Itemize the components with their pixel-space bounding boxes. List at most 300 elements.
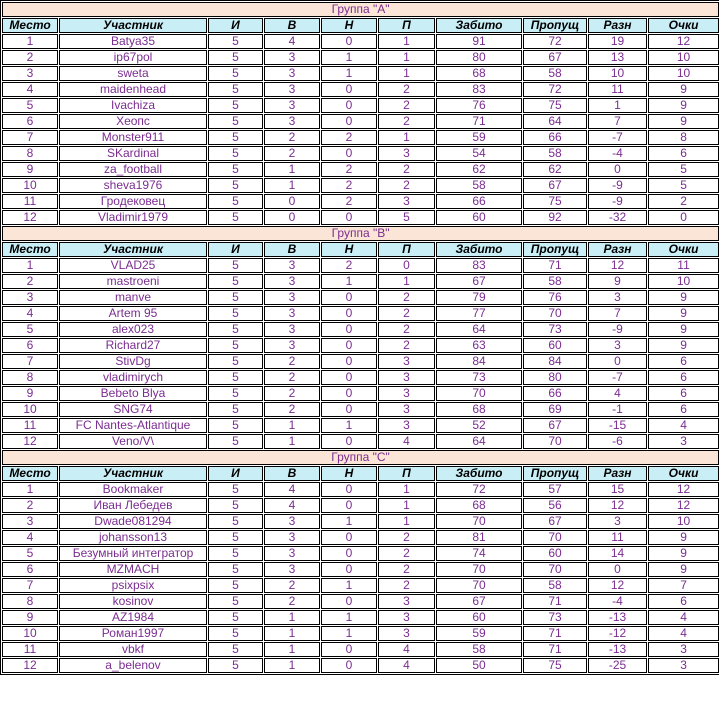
table-row [2,642,719,657]
place-cell: 1 [2,34,58,49]
place-cell: 7 [2,578,58,593]
place-cell: 11 [2,194,58,209]
draws-cell: 1 [321,514,377,529]
games-cell: 5 [208,594,263,609]
scored-cell: 59 [436,626,522,641]
conceded-cell: 67 [523,514,587,529]
points-cell: 6 [648,594,719,609]
participant-cell: Vladimir1979 [59,210,207,225]
participant-cell: ip67pol [59,50,207,65]
participant-cell: alex023 [59,322,207,337]
games-cell: 5 [208,482,263,497]
participant-cell: johansson13 [59,530,207,545]
diff-cell: -4 [588,594,647,609]
games-cell: 5 [208,402,263,417]
group-title: Группа "C" [2,450,719,465]
points-cell: 10 [648,66,719,81]
games-cell: 5 [208,530,263,545]
place-cell: 8 [2,370,58,385]
diff-cell: 12 [588,578,647,593]
column-header-diff: Разн [588,242,647,257]
place-cell: 3 [2,514,58,529]
participant-cell: Ivachiza [59,98,207,113]
points-cell: 8 [648,130,719,145]
conceded-cell: 58 [523,66,587,81]
scored-cell: 70 [436,386,522,401]
losses-cell: 1 [378,34,435,49]
points-cell: 12 [648,482,719,497]
diff-cell: 12 [588,258,647,273]
games-cell: 5 [208,66,263,81]
wins-cell: 2 [264,402,320,417]
column-header-row [2,466,719,481]
standings-body [2,2,719,673]
scored-cell: 81 [436,530,522,545]
points-cell: 5 [648,178,719,193]
draws-cell: 2 [321,130,377,145]
place-cell: 10 [2,402,58,417]
diff-cell: 14 [588,546,647,561]
participant-cell: sheva1976 [59,178,207,193]
place-cell: 3 [2,66,58,81]
place-cell: 6 [2,562,58,577]
wins-cell: 3 [264,290,320,305]
table-row [2,594,719,609]
scored-cell: 59 [436,130,522,145]
losses-cell: 3 [378,370,435,385]
group-title: Группа "A" [2,2,719,17]
losses-cell: 2 [378,82,435,97]
losses-cell: 1 [378,50,435,65]
scored-cell: 79 [436,290,522,305]
losses-cell: 2 [378,162,435,177]
diff-cell: 11 [588,82,647,97]
games-cell: 5 [208,338,263,353]
losses-cell: 2 [378,306,435,321]
table-row [2,658,719,673]
place-cell: 2 [2,498,58,513]
draws-cell: 1 [321,418,377,433]
conceded-cell: 75 [523,98,587,113]
draws-cell: 0 [321,290,377,305]
draws-cell: 0 [321,98,377,113]
losses-cell: 2 [378,338,435,353]
scored-cell: 91 [436,34,522,49]
scored-cell: 52 [436,418,522,433]
place-cell: 3 [2,290,58,305]
wins-cell: 2 [264,386,320,401]
points-cell: 3 [648,434,719,449]
place-cell: 5 [2,322,58,337]
participant-cell: SNG74 [59,402,207,417]
scored-cell: 64 [436,322,522,337]
column-header-place: Место [2,466,58,481]
wins-cell: 3 [264,562,320,577]
place-cell: 8 [2,594,58,609]
games-cell: 5 [208,178,263,193]
points-cell: 3 [648,658,719,673]
column-header-scored: Забито [436,242,522,257]
place-cell: 12 [2,210,58,225]
diff-cell: -13 [588,610,647,625]
draws-cell: 2 [321,162,377,177]
column-header-losses: П [378,18,435,33]
draws-cell: 0 [321,562,377,577]
participant-cell: Иван Лебедев [59,498,207,513]
wins-cell: 1 [264,610,320,625]
draws-cell: 0 [321,658,377,673]
column-header-games: И [208,242,263,257]
group-title: Группа "B" [2,226,719,241]
diff-cell: 13 [588,50,647,65]
place-cell: 12 [2,434,58,449]
table-row [2,498,719,513]
games-cell: 5 [208,162,263,177]
table-row [2,66,719,81]
wins-cell: 3 [264,322,320,337]
diff-cell: -9 [588,194,647,209]
scored-cell: 63 [436,338,522,353]
column-header-scored: Забито [436,466,522,481]
losses-cell: 3 [378,418,435,433]
table-row [2,130,719,145]
conceded-cell: 76 [523,290,587,305]
place-cell: 7 [2,354,58,369]
place-cell: 1 [2,258,58,273]
conceded-cell: 64 [523,114,587,129]
diff-cell: -9 [588,178,647,193]
participant-cell: vbkf [59,642,207,657]
losses-cell: 1 [378,66,435,81]
place-cell: 9 [2,610,58,625]
losses-cell: 4 [378,658,435,673]
conceded-cell: 75 [523,658,587,673]
diff-cell: 0 [588,162,647,177]
conceded-cell: 66 [523,386,587,401]
diff-cell: -1 [588,402,647,417]
participant-cell: SKardinal [59,146,207,161]
place-cell: 8 [2,146,58,161]
points-cell: 9 [648,322,719,337]
wins-cell: 2 [264,594,320,609]
points-cell: 0 [648,210,719,225]
points-cell: 10 [648,514,719,529]
diff-cell: -6 [588,434,647,449]
losses-cell: 1 [378,274,435,289]
table-row [2,626,719,641]
points-cell: 9 [648,114,719,129]
games-cell: 5 [208,290,263,305]
diff-cell: 7 [588,306,647,321]
diff-cell: 7 [588,114,647,129]
scored-cell: 68 [436,66,522,81]
diff-cell: -7 [588,130,647,145]
scored-cell: 70 [436,578,522,593]
losses-cell: 2 [378,578,435,593]
conceded-cell: 67 [523,178,587,193]
wins-cell: 3 [264,66,320,81]
participant-cell: Monster911 [59,130,207,145]
draws-cell: 0 [321,386,377,401]
draws-cell: 0 [321,114,377,129]
table-row [2,82,719,97]
conceded-cell: 57 [523,482,587,497]
participant-cell: Bebeto Blya [59,386,207,401]
diff-cell: -12 [588,626,647,641]
conceded-cell: 71 [523,258,587,273]
conceded-cell: 80 [523,370,587,385]
table-row [2,386,719,401]
games-cell: 5 [208,370,263,385]
participant-cell: StivDg [59,354,207,369]
draws-cell: 0 [321,354,377,369]
losses-cell: 1 [378,514,435,529]
place-cell: 9 [2,162,58,177]
diff-cell: 4 [588,386,647,401]
table-row [2,562,719,577]
draws-cell: 1 [321,610,377,625]
conceded-cell: 92 [523,210,587,225]
wins-cell: 1 [264,626,320,641]
participant-cell: Veno/V\ [59,434,207,449]
losses-cell: 4 [378,642,435,657]
participant-cell: AZ1984 [59,610,207,625]
participant-cell: Batya35 [59,34,207,49]
wins-cell: 3 [264,274,320,289]
diff-cell: 0 [588,354,647,369]
wins-cell: 3 [264,306,320,321]
place-cell: 1 [2,482,58,497]
place-cell: 4 [2,306,58,321]
conceded-cell: 72 [523,82,587,97]
losses-cell: 0 [378,258,435,273]
column-header-wins: В [264,18,320,33]
wins-cell: 1 [264,658,320,673]
points-cell: 7 [648,578,719,593]
draws-cell: 1 [321,626,377,641]
games-cell: 5 [208,98,263,113]
table-row [2,194,719,209]
participant-cell: a_belenov [59,658,207,673]
diff-cell: -25 [588,658,647,673]
participant-cell: FC Nantes-Atlantique [59,418,207,433]
draws-cell: 0 [321,34,377,49]
wins-cell: 0 [264,210,320,225]
scored-cell: 70 [436,562,522,577]
scored-cell: 84 [436,354,522,369]
table-row [2,162,719,177]
scored-cell: 74 [436,546,522,561]
place-cell: 6 [2,338,58,353]
scored-cell: 60 [436,610,522,625]
games-cell: 5 [208,658,263,673]
games-cell: 5 [208,434,263,449]
diff-cell: -9 [588,322,647,337]
scored-cell: 64 [436,434,522,449]
scored-cell: 62 [436,162,522,177]
group-title-row [2,2,719,17]
table-row [2,578,719,593]
games-cell: 5 [208,50,263,65]
scored-cell: 60 [436,210,522,225]
scored-cell: 70 [436,514,522,529]
points-cell: 9 [648,530,719,545]
games-cell: 5 [208,258,263,273]
points-cell: 9 [648,98,719,113]
table-row [2,354,719,369]
losses-cell: 3 [378,626,435,641]
conceded-cell: 56 [523,498,587,513]
column-header-diff: Разн [588,18,647,33]
table-row [2,146,719,161]
losses-cell: 1 [378,482,435,497]
wins-cell: 4 [264,34,320,49]
conceded-cell: 72 [523,34,587,49]
points-cell: 9 [648,338,719,353]
points-cell: 9 [648,290,719,305]
points-cell: 6 [648,370,719,385]
points-cell: 3 [648,642,719,657]
losses-cell: 3 [378,194,435,209]
column-header-losses: П [378,466,435,481]
diff-cell: 11 [588,530,647,545]
games-cell: 5 [208,578,263,593]
losses-cell: 2 [378,178,435,193]
diff-cell: 15 [588,482,647,497]
wins-cell: 0 [264,194,320,209]
losses-cell: 2 [378,98,435,113]
points-cell: 6 [648,402,719,417]
games-cell: 5 [208,562,263,577]
scored-cell: 58 [436,178,522,193]
table-row [2,434,719,449]
games-cell: 5 [208,146,263,161]
draws-cell: 0 [321,642,377,657]
draws-cell: 0 [321,530,377,545]
column-header-wins: В [264,242,320,257]
points-cell: 12 [648,498,719,513]
place-cell: 2 [2,50,58,65]
scored-cell: 71 [436,114,522,129]
draws-cell: 0 [321,498,377,513]
participant-cell: sweta [59,66,207,81]
losses-cell: 2 [378,290,435,305]
draws-cell: 0 [321,338,377,353]
column-header-conceded: Пропущ [523,466,587,481]
draws-cell: 2 [321,194,377,209]
scored-cell: 68 [436,498,522,513]
column-header-points: Очки [648,466,719,481]
points-cell: 4 [648,626,719,641]
column-header-draws: Н [321,242,377,257]
table-row [2,514,719,529]
scored-cell: 76 [436,98,522,113]
points-cell: 9 [648,306,719,321]
losses-cell: 2 [378,530,435,545]
column-header-place: Место [2,242,58,257]
column-header-conceded: Пропущ [523,18,587,33]
column-header-games: И [208,18,263,33]
draws-cell: 1 [321,578,377,593]
wins-cell: 3 [264,530,320,545]
participant-cell: maidenhead [59,82,207,97]
points-cell: 6 [648,146,719,161]
diff-cell: 10 [588,66,647,81]
points-cell: 9 [648,82,719,97]
wins-cell: 2 [264,370,320,385]
conceded-cell: 62 [523,162,587,177]
table-row [2,34,719,49]
column-header-scored: Забито [436,18,522,33]
points-cell: 6 [648,354,719,369]
participant-cell: MZMACH [59,562,207,577]
table-row [2,50,719,65]
draws-cell: 0 [321,146,377,161]
wins-cell: 3 [264,114,320,129]
draws-cell: 0 [321,370,377,385]
column-header-games: И [208,466,263,481]
games-cell: 5 [208,386,263,401]
column-header-participant: Участник [59,242,207,257]
wins-cell: 2 [264,130,320,145]
scored-cell: 83 [436,82,522,97]
draws-cell: 0 [321,322,377,337]
points-cell: 4 [648,418,719,433]
scored-cell: 54 [436,146,522,161]
games-cell: 5 [208,210,263,225]
diff-cell: 0 [588,562,647,577]
place-cell: 11 [2,642,58,657]
diff-cell: -4 [588,146,647,161]
conceded-cell: 58 [523,274,587,289]
participant-cell: VLAD25 [59,258,207,273]
column-header-draws: Н [321,466,377,481]
scored-cell: 77 [436,306,522,321]
games-cell: 5 [208,626,263,641]
column-header-row [2,18,719,33]
conceded-cell: 73 [523,610,587,625]
points-cell: 2 [648,194,719,209]
table-row [2,210,719,225]
table-row [2,546,719,561]
conceded-cell: 71 [523,642,587,657]
conceded-cell: 73 [523,322,587,337]
column-header-points: Очки [648,242,719,257]
points-cell: 12 [648,34,719,49]
conceded-cell: 67 [523,50,587,65]
participant-cell: Artem 95 [59,306,207,321]
place-cell: 7 [2,130,58,145]
column-header-points: Очки [648,18,719,33]
scored-cell: 73 [436,370,522,385]
table-row [2,306,719,321]
games-cell: 5 [208,306,263,321]
losses-cell: 2 [378,546,435,561]
games-cell: 5 [208,194,263,209]
participant-cell: za_football [59,162,207,177]
diff-cell: -15 [588,418,647,433]
losses-cell: 3 [378,402,435,417]
place-cell: 2 [2,274,58,289]
losses-cell: 5 [378,210,435,225]
participant-cell: Richard27 [59,338,207,353]
conceded-cell: 71 [523,626,587,641]
participant-cell: kosinov [59,594,207,609]
diff-cell: 9 [588,274,647,289]
table-row [2,178,719,193]
losses-cell: 3 [378,610,435,625]
draws-cell: 1 [321,274,377,289]
